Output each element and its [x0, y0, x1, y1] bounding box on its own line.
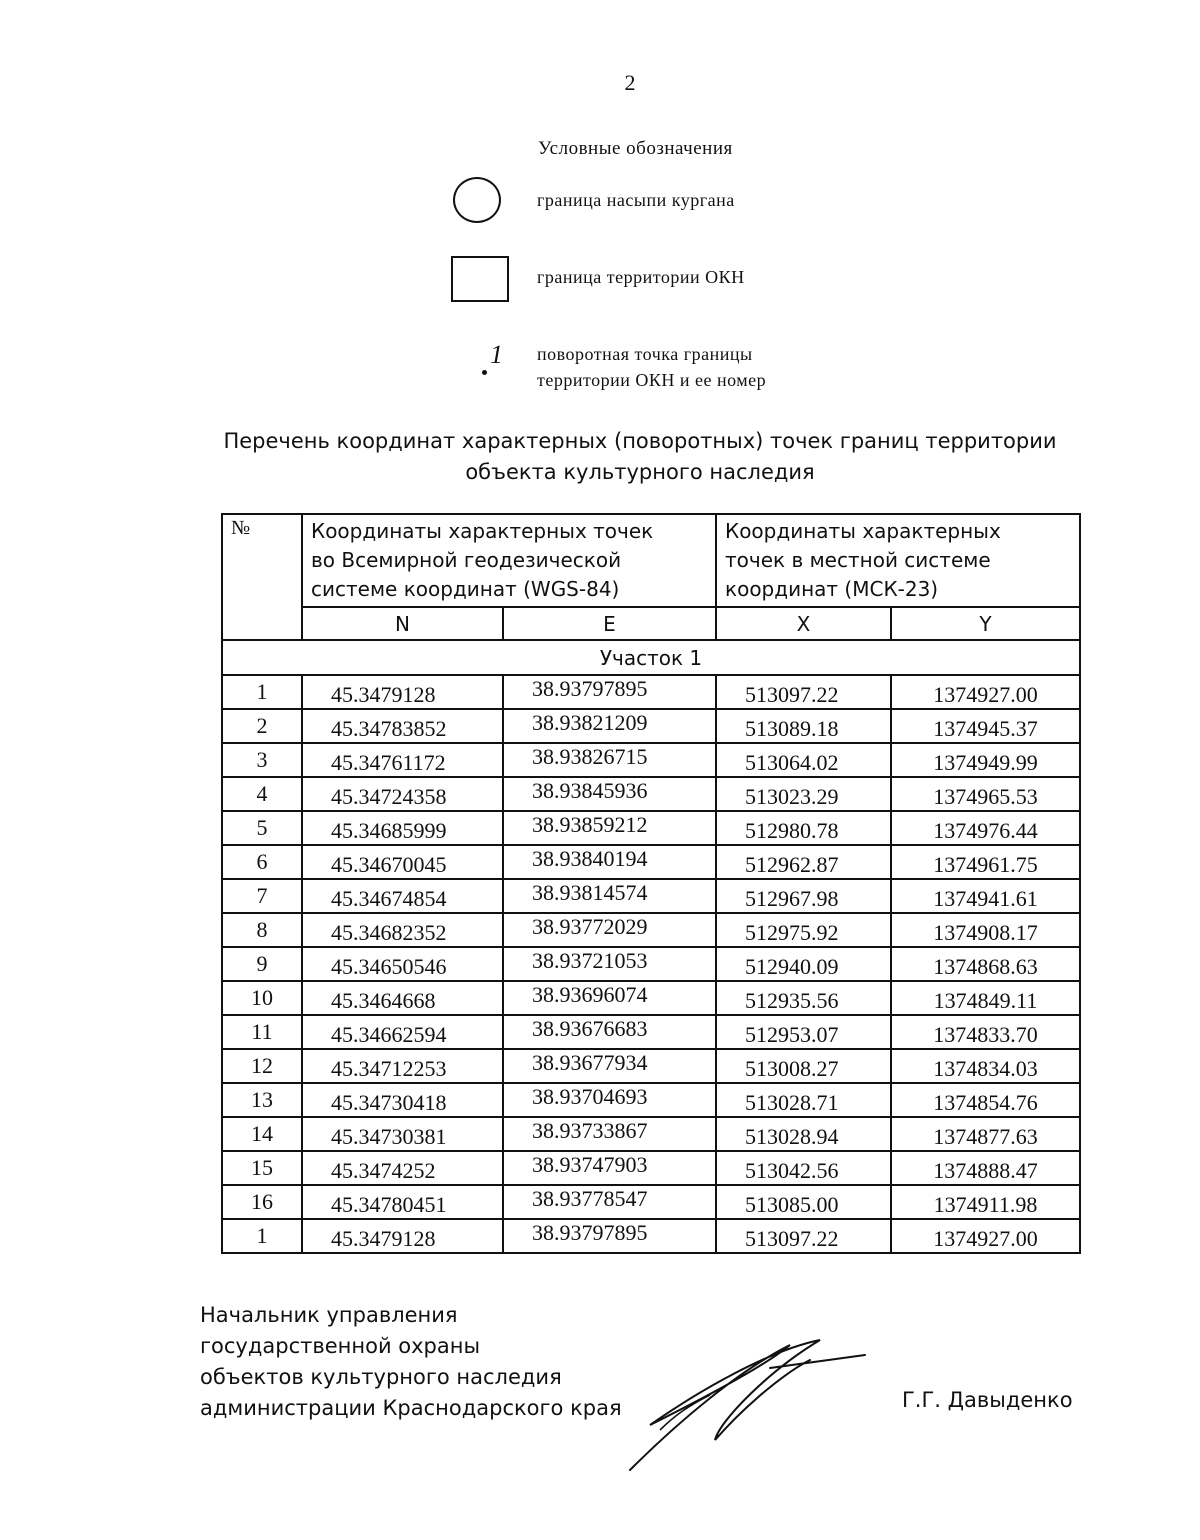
cell-y: 1374927.00 — [891, 675, 1080, 709]
cell-e: 38.93814574 — [503, 879, 716, 913]
table-row — [222, 913, 1080, 947]
cell-n: 45.3474252 — [302, 1151, 503, 1185]
table-row — [222, 1151, 1080, 1185]
cell-n: 45.34712253 — [302, 1049, 503, 1083]
cell-x: 513064.02 — [716, 743, 891, 777]
square-icon — [451, 256, 509, 302]
point-symbol-number: 1 — [490, 340, 503, 369]
col-group-msk23-line1: Координаты характерных — [725, 519, 1001, 543]
cell-no: 10 — [222, 981, 302, 1015]
legend-title: Условные обозначения — [538, 138, 733, 159]
cell-n: 45.34761172 — [302, 743, 503, 777]
cell-y: 1374834.03 — [891, 1049, 1080, 1083]
circle-icon — [453, 177, 501, 223]
cell-no: 12 — [222, 1049, 302, 1083]
cell-y: 1374941.61 — [891, 879, 1080, 913]
legend-label-point-line2: территории ОКН и ее номер — [537, 370, 767, 390]
cell-y: 1374849.11 — [891, 981, 1080, 1015]
cell-e: 38.93778547 — [503, 1185, 716, 1219]
col-header-n: N — [302, 607, 503, 640]
cell-no: 5 — [222, 811, 302, 845]
col-group-msk23 — [716, 514, 1080, 607]
cell-no: 3 — [222, 743, 302, 777]
cell-x: 513085.00 — [716, 1185, 891, 1219]
cell-x: 512953.07 — [716, 1015, 891, 1049]
col-group-wgs84-line3: системе координат (WGS-84) — [311, 577, 620, 601]
cell-y: 1374949.99 — [891, 743, 1080, 777]
cell-y: 1374945.37 — [891, 709, 1080, 743]
legend-label-point-line1: поворотная точка границы — [537, 344, 753, 364]
cell-x: 513042.56 — [716, 1151, 891, 1185]
col-header-no: № — [222, 514, 302, 640]
col-group-wgs84 — [302, 514, 716, 607]
col-group-msk23-line3: координат (МСК-23) — [725, 577, 939, 601]
cell-y: 1374911.98 — [891, 1185, 1080, 1219]
table-row — [222, 1219, 1080, 1253]
cell-no: 13 — [222, 1083, 302, 1117]
cell-n: 45.34650546 — [302, 947, 503, 981]
coordinates-table — [221, 513, 1081, 1254]
cell-no: 16 — [222, 1185, 302, 1219]
cell-x: 513028.71 — [716, 1083, 891, 1117]
handwritten-signature — [620, 1330, 870, 1480]
cell-e: 38.93826715 — [503, 743, 716, 777]
signer-title-line1: Начальник управления — [200, 1303, 458, 1327]
col-group-wgs84-line2: во Всемирной геодезической — [311, 548, 622, 572]
cell-no: 2 — [222, 709, 302, 743]
cell-n: 45.34780451 — [302, 1185, 503, 1219]
signature-block — [200, 1300, 622, 1424]
cell-no: 9 — [222, 947, 302, 981]
section-row: Участок 1 — [222, 640, 1080, 675]
cell-x: 513089.18 — [716, 709, 891, 743]
cell-x: 512962.87 — [716, 845, 891, 879]
signer-title-line4: администрации Краснодарского края — [200, 1396, 622, 1420]
col-group-wgs84-line1: Координаты характерных точек — [311, 519, 654, 543]
signer-name: Г.Г. Давыденко — [902, 1388, 1073, 1412]
cell-n: 45.34685999 — [302, 811, 503, 845]
cell-no: 7 — [222, 879, 302, 913]
cell-no: 14 — [222, 1117, 302, 1151]
cell-e: 38.93840194 — [503, 845, 716, 879]
cell-n: 45.34670045 — [302, 845, 503, 879]
legend-label-point — [537, 341, 766, 393]
cell-e: 38.93696074 — [503, 981, 716, 1015]
table-row — [222, 981, 1080, 1015]
cell-e: 38.93677934 — [503, 1049, 716, 1083]
col-header-e: E — [503, 607, 716, 640]
cell-e: 38.93747903 — [503, 1151, 716, 1185]
legend-label-territory: граница территории ОКН — [537, 267, 745, 287]
cell-x: 513028.94 — [716, 1117, 891, 1151]
cell-x: 512967.98 — [716, 879, 891, 913]
legend-label-mound: граница насыпи кургана — [537, 190, 735, 210]
cell-n: 45.34682352 — [302, 913, 503, 947]
cell-n: 45.3479128 — [302, 1219, 503, 1253]
table-row — [222, 1117, 1080, 1151]
table-row — [222, 879, 1080, 913]
point-dot — [482, 370, 487, 375]
cell-x: 513097.22 — [716, 1219, 891, 1253]
cell-no: 6 — [222, 845, 302, 879]
cell-e: 38.93772029 — [503, 913, 716, 947]
cell-e: 38.93859212 — [503, 811, 716, 845]
cell-x: 513023.29 — [716, 777, 891, 811]
cell-n: 45.34662594 — [302, 1015, 503, 1049]
col-header-y: Y — [891, 607, 1080, 640]
table-row — [222, 1015, 1080, 1049]
table-row — [222, 777, 1080, 811]
cell-y: 1374877.63 — [891, 1117, 1080, 1151]
signer-title-line3: объектов культурного наследия — [200, 1365, 562, 1389]
table-row — [222, 1049, 1080, 1083]
table-row — [222, 1185, 1080, 1219]
cell-no: 8 — [222, 913, 302, 947]
cell-y: 1374961.75 — [891, 845, 1080, 879]
table-row — [222, 675, 1080, 709]
list-title-line1: Перечень координат характерных (поворотных) точек границ территории — [223, 429, 1057, 453]
cell-no: 11 — [222, 1015, 302, 1049]
cell-y: 1374833.70 — [891, 1015, 1080, 1049]
cell-x: 513008.27 — [716, 1049, 891, 1083]
cell-e: 38.93733867 — [503, 1117, 716, 1151]
cell-no: 4 — [222, 777, 302, 811]
cell-e: 38.93704693 — [503, 1083, 716, 1117]
col-group-msk23-line2: точек в местной системе — [725, 548, 991, 572]
cell-e: 38.93797895 — [503, 675, 716, 709]
cell-n: 45.34724358 — [302, 777, 503, 811]
cell-e: 38.93721053 — [503, 947, 716, 981]
table-row — [222, 811, 1080, 845]
cell-x: 512940.09 — [716, 947, 891, 981]
cell-e: 38.93821209 — [503, 709, 716, 743]
cell-y: 1374927.00 — [891, 1219, 1080, 1253]
table-row — [222, 845, 1080, 879]
cell-y: 1374908.17 — [891, 913, 1080, 947]
cell-x: 512980.78 — [716, 811, 891, 845]
list-title-line2: объекта культурного наследия — [465, 460, 815, 484]
cell-x: 513097.22 — [716, 675, 891, 709]
cell-no: 15 — [222, 1151, 302, 1185]
cell-x: 512935.56 — [716, 981, 891, 1015]
cell-y: 1374854.76 — [891, 1083, 1080, 1117]
col-header-x: X — [716, 607, 891, 640]
table-row — [222, 743, 1080, 777]
cell-e: 38.93676683 — [503, 1015, 716, 1049]
cell-y: 1374888.47 — [891, 1151, 1080, 1185]
cell-y: 1374965.53 — [891, 777, 1080, 811]
cell-no: 1 — [222, 675, 302, 709]
cell-n: 45.34730418 — [302, 1083, 503, 1117]
cell-n: 45.34730381 — [302, 1117, 503, 1151]
cell-e: 38.93797895 — [503, 1219, 716, 1253]
table-row — [222, 1083, 1080, 1117]
table-row — [222, 947, 1080, 981]
cell-no: 1 — [222, 1219, 302, 1253]
cell-y: 1374868.63 — [891, 947, 1080, 981]
cell-n: 45.3479128 — [302, 675, 503, 709]
cell-e: 38.93845936 — [503, 777, 716, 811]
page-number: 2 — [624, 70, 636, 95]
point-icon — [480, 340, 510, 380]
cell-x: 512975.92 — [716, 913, 891, 947]
cell-n: 45.34674854 — [302, 879, 503, 913]
signer-title-line2: государственной охраны — [200, 1334, 481, 1358]
cell-n: 45.34783852 — [302, 709, 503, 743]
cell-y: 1374976.44 — [891, 811, 1080, 845]
table-row — [222, 709, 1080, 743]
cell-n: 45.3464668 — [302, 981, 503, 1015]
list-title — [160, 426, 1120, 488]
